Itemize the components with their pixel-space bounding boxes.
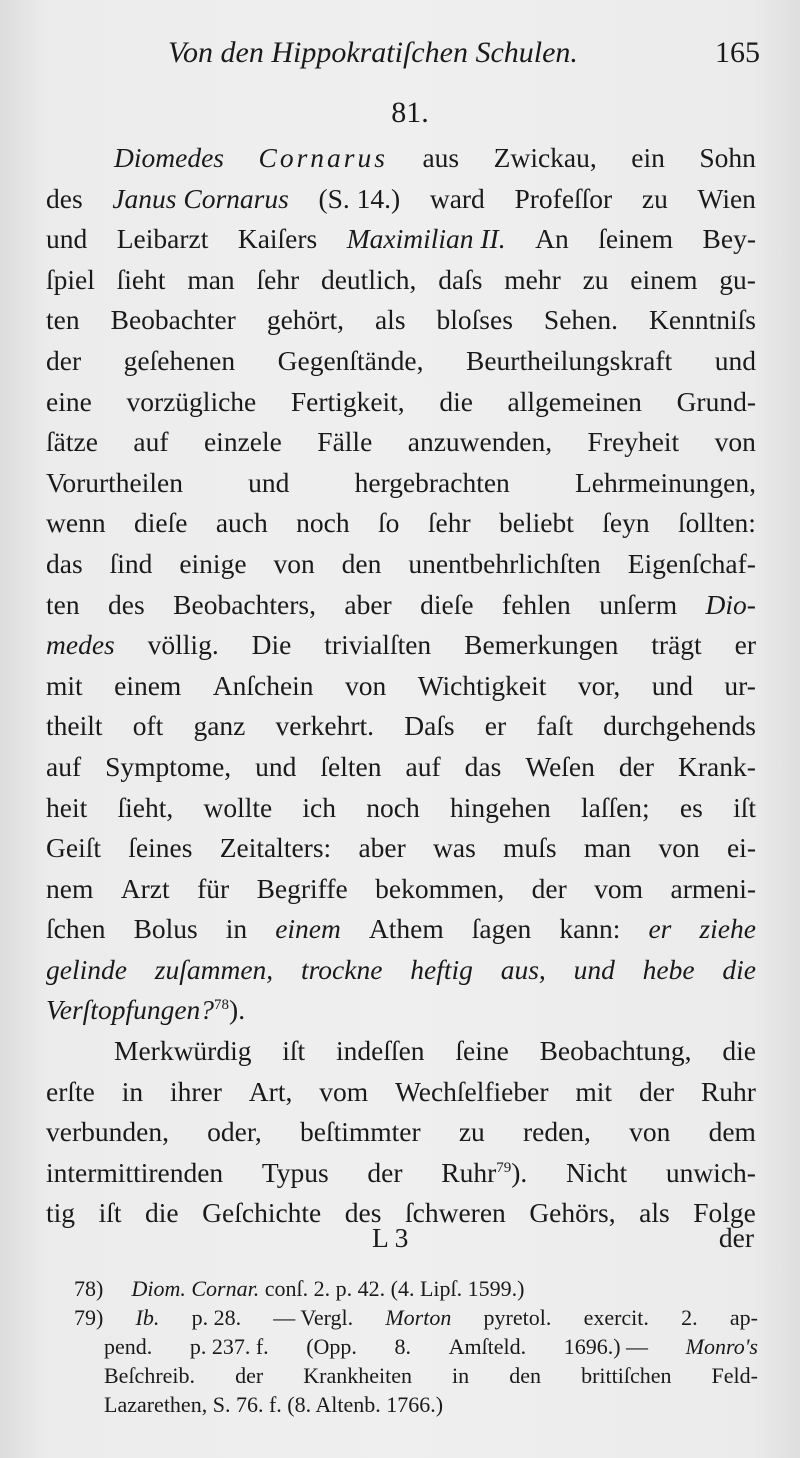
word: und: [255, 750, 297, 782]
person-name: medes: [46, 629, 115, 661]
person-name: Maximilian II.: [346, 223, 506, 255]
word: Wechſelfieber: [394, 1075, 549, 1107]
word: oft: [132, 710, 164, 742]
quotation: hebe: [642, 953, 695, 985]
footnote-text: ap-: [729, 1305, 758, 1330]
word: geſehenen: [123, 344, 236, 376]
footnote-text: (8. Altenb. 1766.): [287, 1392, 444, 1417]
signature-mark: L 3: [372, 1222, 409, 1253]
footnote-text: den: [509, 1363, 541, 1388]
word: gu-: [719, 263, 756, 295]
word: verbunden,: [46, 1116, 169, 1148]
footnote-79-line: [74, 1361, 758, 1390]
word: ſollten:: [678, 507, 756, 539]
word: der: [367, 1156, 403, 1188]
text-line: [46, 909, 756, 950]
word: vom: [594, 872, 644, 904]
word: man: [583, 832, 632, 864]
word: deutlich,: [320, 263, 417, 295]
word: der: [638, 1075, 675, 1107]
word: als: [374, 304, 406, 336]
text-line: [46, 666, 756, 707]
page-number: 165: [715, 36, 760, 69]
word: und: [248, 466, 290, 498]
quotation: zuſammen,: [154, 953, 274, 985]
word: verkehrt.: [275, 710, 375, 742]
word: ſieht,: [117, 791, 174, 823]
word: und: [46, 223, 88, 255]
word: hergebrachten: [354, 466, 510, 498]
footnote-text: (4. Lipſ. 1599.): [390, 1276, 525, 1301]
word: bekommen,: [375, 872, 505, 904]
word: ihrer: [170, 1075, 222, 1107]
text-line: [46, 300, 756, 341]
quotation: Verſtopfungen?: [46, 994, 215, 1026]
text-line: [46, 260, 756, 301]
text-line: [46, 138, 756, 179]
word: Ruhr: [700, 1075, 756, 1107]
footnote-text: pyretol.: [483, 1305, 552, 1330]
word: ſehr: [256, 263, 300, 295]
word: Wichtigkeit: [417, 669, 547, 701]
footnote-text: Diom. Cornar.: [131, 1276, 260, 1301]
footnote-text: Krankheiten: [303, 1363, 412, 1388]
quotation: trockne: [300, 953, 383, 985]
word: man: [187, 263, 235, 295]
word: Fälle: [317, 426, 373, 458]
word: ).: [229, 994, 246, 1026]
word: iſt: [98, 1197, 122, 1229]
text-line: [46, 706, 756, 747]
word: tig: [46, 1197, 76, 1229]
word: auf: [133, 426, 169, 458]
word: intermittirenden: [46, 1156, 224, 1188]
word: Sohn: [699, 142, 756, 173]
word: Beobachtung,: [539, 1035, 692, 1067]
body-text: [46, 138, 756, 1234]
word: ſeines: [128, 832, 193, 864]
word: noch: [296, 507, 350, 539]
word: von: [658, 832, 700, 864]
footnote-text: Monro's: [685, 1334, 758, 1359]
text-line: [46, 422, 756, 463]
word: ſieht: [116, 263, 166, 295]
word: ſpiel: [46, 263, 95, 295]
word: auf: [405, 750, 441, 782]
word: das: [464, 750, 502, 782]
text-line: [46, 179, 756, 220]
word: ſätze: [46, 426, 98, 458]
word: ur-: [724, 669, 756, 701]
quotation: gelinde: [46, 953, 127, 985]
word: Beobachters,: [173, 588, 316, 620]
word: Gegenſtände,: [277, 344, 424, 376]
word: einige: [179, 547, 247, 579]
footnote-ref: 78: [214, 997, 230, 1014]
running-title: Von den Hippokratiſchen Schulen.: [168, 36, 578, 69]
emphasis: einem: [275, 913, 341, 945]
word: heit: [46, 791, 88, 823]
word: faſt: [536, 710, 573, 742]
word: Typus: [261, 1156, 329, 1188]
word: ).: [511, 1156, 528, 1188]
footnote-text: p. 28.: [191, 1305, 242, 1330]
word: allgemeinen: [507, 385, 642, 417]
word: Eigenſchaf-: [627, 547, 756, 579]
word: Grund-: [676, 385, 756, 417]
quotation: die: [722, 953, 756, 985]
word: ten: [46, 304, 80, 336]
word: zu: [582, 263, 609, 295]
word: oder,: [207, 1116, 262, 1148]
word: mehr: [504, 263, 561, 295]
word: durchgehends: [603, 710, 756, 742]
word: Athem: [368, 913, 444, 945]
word: das: [46, 547, 83, 579]
person-name: Janus Cornarus: [112, 182, 289, 214]
word: anzuwenden,: [407, 426, 553, 458]
text-line: [46, 625, 756, 666]
word: des: [108, 588, 145, 620]
word: trägt: [651, 629, 702, 661]
footnote-text: 8.: [394, 1334, 411, 1359]
footnote-ref: 79: [496, 1159, 512, 1176]
text-line: [46, 585, 756, 626]
footnote-text: S. 76. f.: [212, 1392, 282, 1417]
quotation: aus,: [500, 953, 546, 985]
word: Sehen.: [543, 304, 619, 336]
word: Art,: [248, 1075, 293, 1107]
word: unentbehrlichſten: [408, 547, 601, 579]
footnotes: [74, 1274, 758, 1419]
footnote-text: 1696.) —: [563, 1334, 649, 1359]
footnote-text: der: [235, 1363, 264, 1388]
word: mit: [46, 669, 83, 701]
word: Geſchichte: [202, 1197, 322, 1229]
word: ten: [46, 588, 80, 620]
word: dem: [708, 1116, 756, 1148]
word: Freyheit: [587, 426, 680, 458]
footnote-text: brittiſchen: [581, 1363, 672, 1388]
word: Ruhr: [441, 1156, 497, 1188]
word: Daſs: [404, 710, 455, 742]
word: (S. 14.): [318, 182, 401, 214]
word: Leibarzt: [116, 223, 209, 255]
footnote-text: (Opp.: [306, 1334, 357, 1359]
word: Beobachter: [110, 304, 236, 336]
word: gehört,: [266, 304, 344, 336]
section-number: 81.: [391, 96, 429, 129]
word: Anſchein: [212, 669, 314, 701]
footnote-text: Amſteld.: [448, 1334, 527, 1359]
footnote-mark: 78): [74, 1276, 104, 1301]
word: ſeine: [455, 1035, 509, 1067]
footnote-text: p. 237. f.: [189, 1334, 269, 1359]
word: der: [46, 344, 82, 376]
footnote-text: Lazarethen,: [104, 1392, 208, 1417]
word: Wien: [697, 182, 756, 214]
word: ſelten: [320, 750, 382, 782]
quotation: heftig: [410, 953, 473, 985]
word: dieſe: [133, 507, 188, 539]
footnote-text: conſ. 2. p. 42.: [264, 1276, 386, 1301]
footnote-text: Feld-: [711, 1363, 758, 1388]
word: ſchen: [46, 913, 106, 945]
word: auch: [215, 507, 268, 539]
word: was: [433, 832, 476, 864]
text-line: [46, 950, 756, 991]
word: ſeyn: [602, 507, 650, 539]
word: und: [714, 344, 756, 376]
footnote-text: Ib.: [135, 1305, 160, 1330]
word: ſind: [109, 547, 153, 579]
word: als: [639, 1197, 670, 1229]
person-name: Dio-: [705, 588, 756, 620]
footnote-text: Beſchreib.: [104, 1363, 196, 1388]
word: nem: [46, 872, 94, 904]
word: aber: [358, 832, 406, 864]
word: völlig.: [147, 629, 219, 661]
text-line: [46, 544, 756, 585]
footnote-text: pend.: [104, 1334, 153, 1359]
word: auf: [46, 750, 82, 782]
word: Lehrmeinungen,: [574, 466, 756, 498]
word: von: [629, 1116, 671, 1148]
word: Fertigkeit,: [290, 385, 405, 417]
word: ganz: [193, 710, 246, 742]
word: unwich-: [665, 1156, 756, 1188]
word: der: [531, 872, 567, 904]
word: kann:: [559, 913, 621, 945]
word: iſt: [282, 1035, 306, 1067]
word: Geiſt: [46, 832, 101, 864]
footnote-79-line: [74, 1390, 758, 1419]
word: Bolus: [133, 913, 198, 945]
word: für: [197, 872, 230, 904]
word: zu: [458, 1116, 485, 1148]
word: armeni-: [670, 872, 756, 904]
word: der: [618, 750, 654, 782]
word: Vorurtheilen: [46, 466, 183, 498]
word: fehlen: [502, 588, 571, 620]
word: Symptome,: [105, 750, 232, 782]
word: Bemerkungen: [464, 629, 619, 661]
text-line: [46, 1031, 756, 1072]
word: die: [145, 1197, 179, 1229]
footnote-78: [74, 1274, 758, 1303]
word: des: [344, 1197, 382, 1229]
word: bloſses: [436, 304, 513, 336]
word: theilt: [46, 710, 103, 742]
text-line: [46, 869, 756, 910]
word: dieſe: [420, 588, 474, 620]
word: zu: [641, 182, 668, 214]
word: Zwickau,: [493, 142, 597, 173]
word: Gehörs,: [529, 1197, 616, 1229]
word: Begriffe: [256, 872, 348, 904]
word: beliebt: [499, 507, 574, 539]
word: Profeſſor: [514, 182, 613, 214]
word: mit: [575, 1075, 613, 1107]
footnote-text: exercit.: [583, 1305, 649, 1330]
text-line: [46, 503, 756, 544]
word: vom: [319, 1075, 369, 1107]
word: wollte: [203, 791, 273, 823]
word: ſeinem: [598, 223, 674, 255]
text-line: [46, 788, 756, 829]
word: An: [535, 223, 569, 255]
footnote-text: 2.: [681, 1305, 698, 1330]
word: einzele: [203, 426, 282, 458]
word: von: [345, 669, 387, 701]
word: einem: [114, 669, 182, 701]
word: ſehr: [427, 507, 471, 539]
word: es: [679, 791, 703, 823]
word: daſs: [438, 263, 483, 295]
word: wenn: [46, 507, 106, 539]
text-line: [46, 1153, 756, 1194]
text-line: [46, 1072, 756, 1113]
word: indeſſen: [335, 1035, 425, 1067]
word: Krank-: [678, 750, 756, 782]
word: und: [651, 669, 693, 701]
word: noch: [366, 791, 420, 823]
word: in: [225, 913, 248, 945]
footnote-text: Morton: [385, 1305, 452, 1330]
word: er: [484, 710, 507, 742]
word: iſt: [733, 791, 756, 823]
word: aber: [344, 588, 392, 620]
word: Arzt: [120, 872, 170, 904]
word: von: [273, 547, 315, 579]
word: erſte: [46, 1075, 95, 1107]
person-name: Cornarus: [258, 142, 388, 173]
text-line: [46, 382, 756, 423]
word: muſs: [503, 832, 557, 864]
page-header: [160, 36, 760, 80]
text-line: [46, 463, 756, 504]
word: trivialſten: [324, 629, 432, 661]
word: reden,: [522, 1116, 591, 1148]
word: ei-: [726, 832, 756, 864]
footnote-text: — Vergl.: [273, 1305, 354, 1330]
word: ſo: [378, 507, 400, 539]
footnote-text: in: [452, 1363, 470, 1388]
text-line: [46, 219, 756, 260]
word: den: [341, 547, 382, 579]
word: eine: [46, 385, 92, 417]
word: Beurtheilungskraft: [465, 344, 673, 376]
word: des: [46, 182, 83, 214]
word: er: [734, 629, 756, 661]
word: die: [439, 385, 473, 417]
word: unſerm: [599, 588, 678, 620]
person-name: Diomedes: [114, 142, 224, 173]
word: die: [722, 1035, 756, 1067]
word: vorzügliche: [126, 385, 257, 417]
word: ein: [631, 142, 665, 173]
text-line: [46, 990, 756, 1031]
text-line: [46, 341, 756, 382]
word: von: [714, 426, 756, 458]
word: ſagen: [471, 913, 532, 945]
footnote-79: [74, 1303, 758, 1332]
text-line: [46, 747, 756, 788]
word: beſtimmter: [299, 1116, 421, 1148]
text-line: [46, 828, 756, 869]
word: ward: [429, 182, 485, 214]
footnote-mark: 79): [74, 1305, 104, 1330]
word: Weſen: [525, 750, 595, 782]
word: Kaiſers: [237, 223, 318, 255]
word: vor,: [577, 669, 621, 701]
word: ſchweren: [405, 1197, 506, 1229]
word: Die: [251, 629, 292, 661]
word: aus: [422, 142, 460, 173]
word: laſſen;: [580, 791, 650, 823]
word: ich: [302, 791, 337, 823]
quotation: ziehe: [699, 913, 756, 945]
word: Nicht: [566, 1156, 628, 1188]
word: hingehen: [449, 791, 551, 823]
text-line: [46, 1112, 756, 1153]
catchword: der: [718, 1222, 754, 1253]
quotation: und: [573, 953, 615, 985]
quotation: er: [648, 913, 672, 945]
word: Folge: [693, 1197, 756, 1229]
word: Zeitalters:: [219, 832, 332, 864]
word: in: [121, 1075, 144, 1107]
word: Kenntniſs: [649, 304, 756, 336]
word: Merkwürdig: [114, 1035, 252, 1067]
footnote-79-line: [74, 1332, 758, 1361]
word: Bey-: [702, 223, 756, 255]
word: einem: [630, 263, 698, 295]
